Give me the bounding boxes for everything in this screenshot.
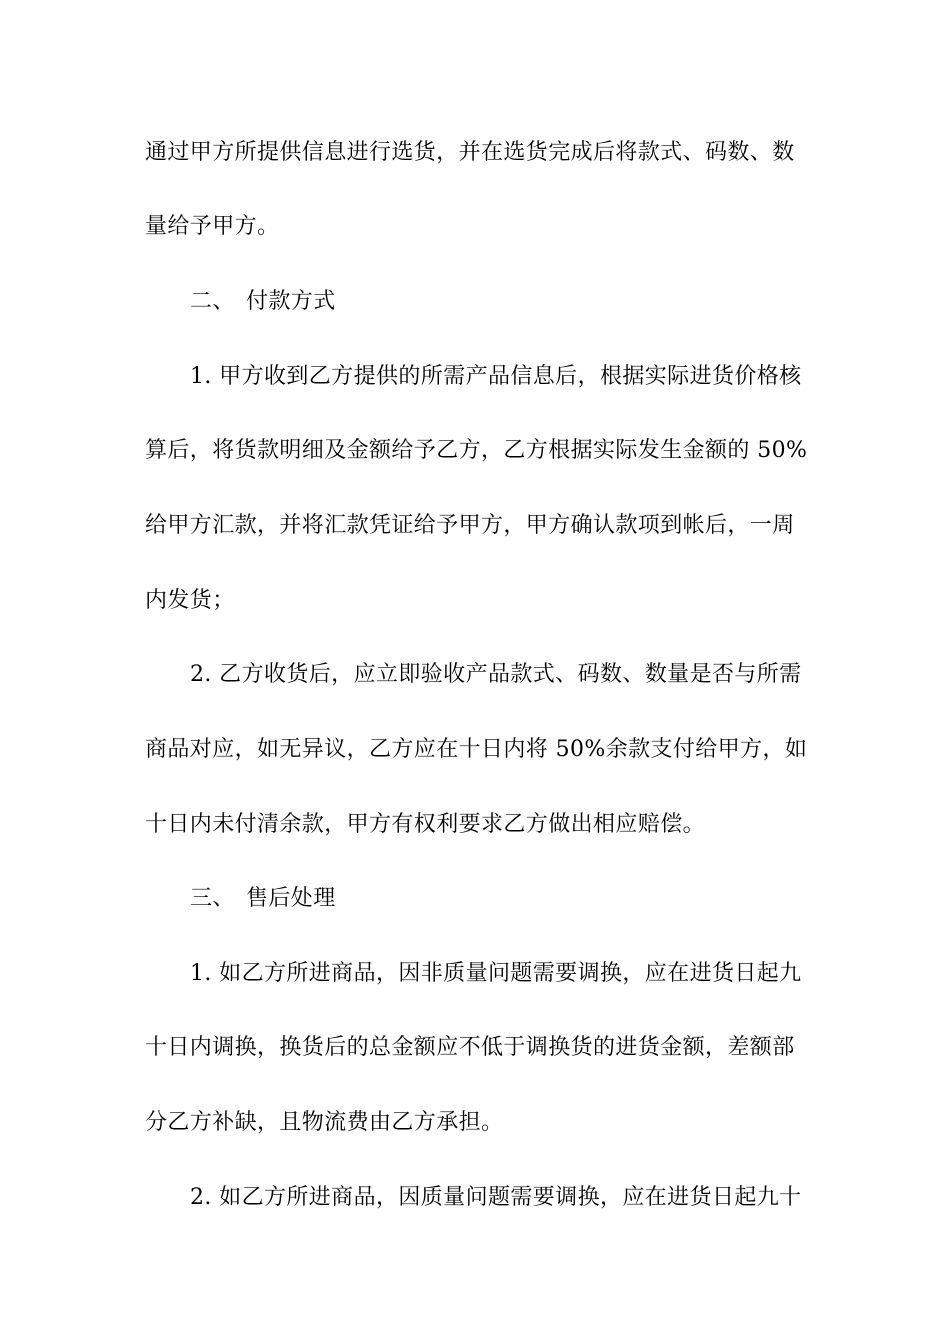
text-line: 分乙方补缺，且物流费由乙方承担。 (145, 1110, 504, 1135)
text-line: 1. 如乙方所进商品，因非质量问题需要调换，应在进货日起九 (190, 961, 802, 986)
section-heading (190, 287, 860, 317)
text-line: 量给予甲方。 (145, 214, 280, 239)
section-number: 二、 (190, 289, 235, 314)
text-line: 内发货； (145, 588, 235, 613)
text-line: 十日内未付清余款，甲方有权利要求乙方做出相应赔偿。 (145, 812, 706, 837)
text-line: 2. 如乙方所进商品，因质量问题需要调换，应在进货日起九十 (190, 1185, 802, 1210)
text-line: 十日内调换，换货后的总金额应不低于调换货的进货金额，差额部 (145, 1035, 795, 1060)
section-title: 售后处理 (246, 886, 336, 911)
text-line: 通过甲方所提供信息进行选货，并在选货完成后将款式、码数、数 (145, 140, 795, 165)
text-line: 2. 乙方收货后，应立即验收产品款式、码数、数量是否与所需 (190, 662, 802, 687)
text-line: 算后，将货款明细及金额给予乙方，乙方根据实际发生金额的 50% (145, 438, 808, 463)
text-line: 1. 甲方收到乙方提供的所需产品信息后，根据实际进货价格核 (190, 364, 802, 389)
section-heading (190, 884, 860, 914)
text-line: 给甲方汇款，并将汇款凭证给予甲方，甲方确认款项到帐后，一周 (145, 513, 795, 538)
text-line: 商品对应，如无异议，乙方应在十日内将 50%余款支付给甲方，如 (145, 737, 808, 762)
section-title: 付款方式 (246, 289, 336, 314)
section-number: 三、 (190, 886, 235, 911)
